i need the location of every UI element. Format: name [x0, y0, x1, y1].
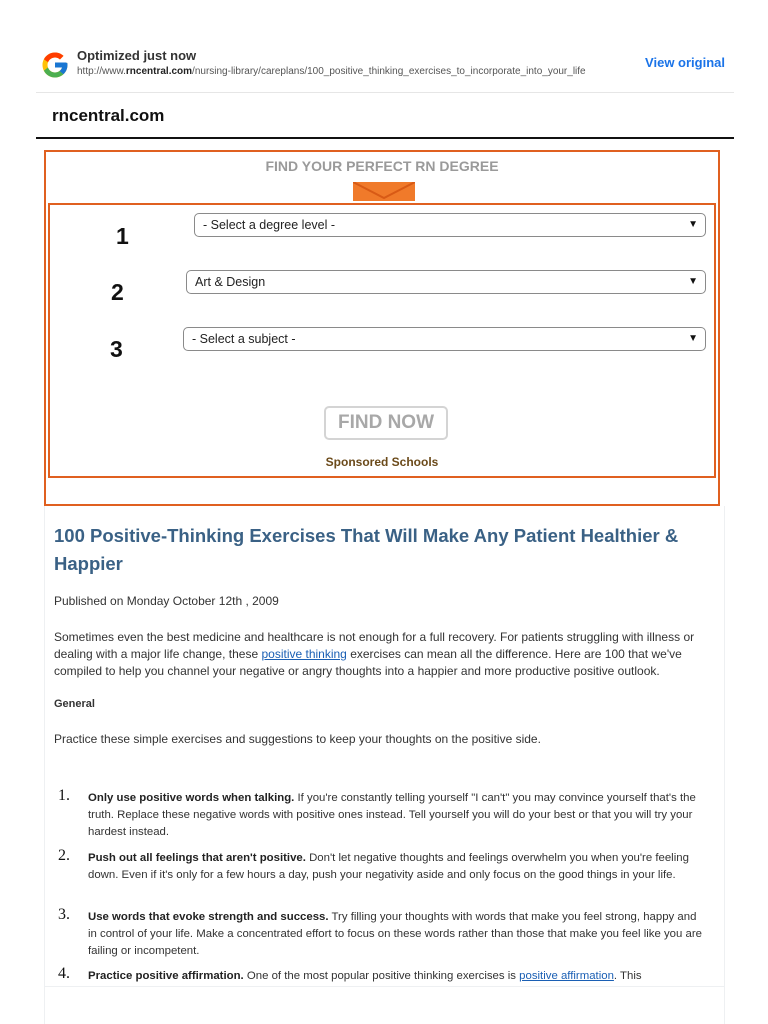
optimized-bar: [0, 0, 768, 92]
select-value: Art & Design: [195, 275, 266, 289]
list-item-text: [88, 909, 708, 960]
sponsored-schools-label: Sponsored Schools: [325, 455, 439, 469]
divider: [36, 92, 734, 93]
list-item-heading: Only use positive words when talking.: [88, 792, 295, 804]
step-number: 1: [116, 223, 129, 249]
widget-heading: FIND YOUR PERFECT RN DEGREE: [265, 158, 499, 174]
article: [44, 506, 725, 1024]
list-item-text: [88, 790, 708, 841]
intro-text: Sometimes even the best medicine and healthcare is not enough for a full recovery. For patients struggling with illness or dealing with a major life change, these: [54, 630, 695, 661]
list-item-body: Try filling your thoughts with words that make you feel strong, happy and in control of your life. Make a concentrated effort to focus on these words rather than those that make you feel like you are failing or incompetent.: [88, 911, 702, 957]
list-number: 4.: [58, 965, 70, 982]
section-heading: General: [54, 698, 95, 710]
caret-down-icon: ▼: [688, 333, 698, 344]
positive-thinking-link[interactable]: positive thinking: [261, 647, 347, 661]
article-intro: [54, 629, 709, 680]
subject-select[interactable]: [183, 327, 706, 351]
category-select[interactable]: [186, 270, 706, 294]
positive-affirmation-link[interactable]: positive affirmation: [519, 970, 614, 982]
optimized-title: Optimized just now: [77, 48, 197, 63]
list-number: 3.: [58, 906, 70, 923]
degree-finder-widget: [44, 150, 720, 506]
list-item-body: If you're constantly telling yourself "I can't" you may convince yourself that's the truth. Replace these negative words with positive ones instead. Tell yourself you will do your best or that you will try your hardest instead.: [88, 792, 696, 838]
list-item-body: Don't let negative thoughts and feelings overwhelm you when you're feeling down. Even if it's only for a few hours a day, push your negativity aside and only focus on the good things in your life.: [88, 852, 689, 881]
google-logo-icon: [40, 50, 70, 80]
step-number: 2: [111, 279, 124, 305]
view-original-link[interactable]: View original: [645, 55, 725, 70]
caret-down-icon: ▼: [688, 276, 698, 287]
url-path: /nursing-library/careplans/100_positive_thinking_exercises_to_incorporate_into_your_life: [192, 66, 586, 77]
list-item-text: [88, 968, 708, 985]
list-item-body: . This: [613, 970, 642, 982]
list-number: 2.: [58, 847, 70, 864]
divider: [36, 137, 734, 139]
url-domain: rncentral.com: [125, 66, 193, 77]
list-item-text: [88, 850, 708, 884]
step-number: 3: [110, 336, 123, 362]
find-now-button[interactable]: FIND NOW: [324, 406, 448, 440]
degree-level-select[interactable]: [194, 213, 706, 237]
degree-form: [48, 203, 716, 478]
list-item-heading: Practice positive affirmation.: [88, 970, 244, 982]
section-description: Practice these simple exercises and suggestions to keep your thoughts on the positive side.: [54, 732, 541, 746]
list-item-heading: Use words that evoke strength and success.: [88, 911, 329, 923]
caret-down-icon: ▼: [688, 219, 698, 230]
site-title[interactable]: rncentral.com: [52, 106, 165, 125]
article-title: 100 Positive-Thinking Exercises That Will Make Any Patient Healthier & Happier: [54, 525, 679, 574]
intro-text: exercises can mean all the difference. Here are 100 that we've compiled to help you channel your negative or angry thoughts into a happier and more productive positive outlook.: [54, 647, 682, 678]
select-value: - Select a degree level -: [203, 218, 336, 232]
list-item-body: One of the most popular positive thinking exercises is: [243, 970, 520, 982]
envelope-arrow-icon: [353, 182, 415, 201]
url-prefix: http://www.: [77, 66, 126, 77]
select-value: - Select a subject -: [192, 332, 296, 346]
source-url[interactable]: [77, 66, 637, 77]
published-date: Published on Monday October 12th , 2009: [54, 594, 279, 608]
list-item-heading: Push out all feelings that aren't positive.: [88, 852, 306, 864]
divider: [44, 986, 725, 987]
list-number: 1.: [58, 787, 70, 804]
